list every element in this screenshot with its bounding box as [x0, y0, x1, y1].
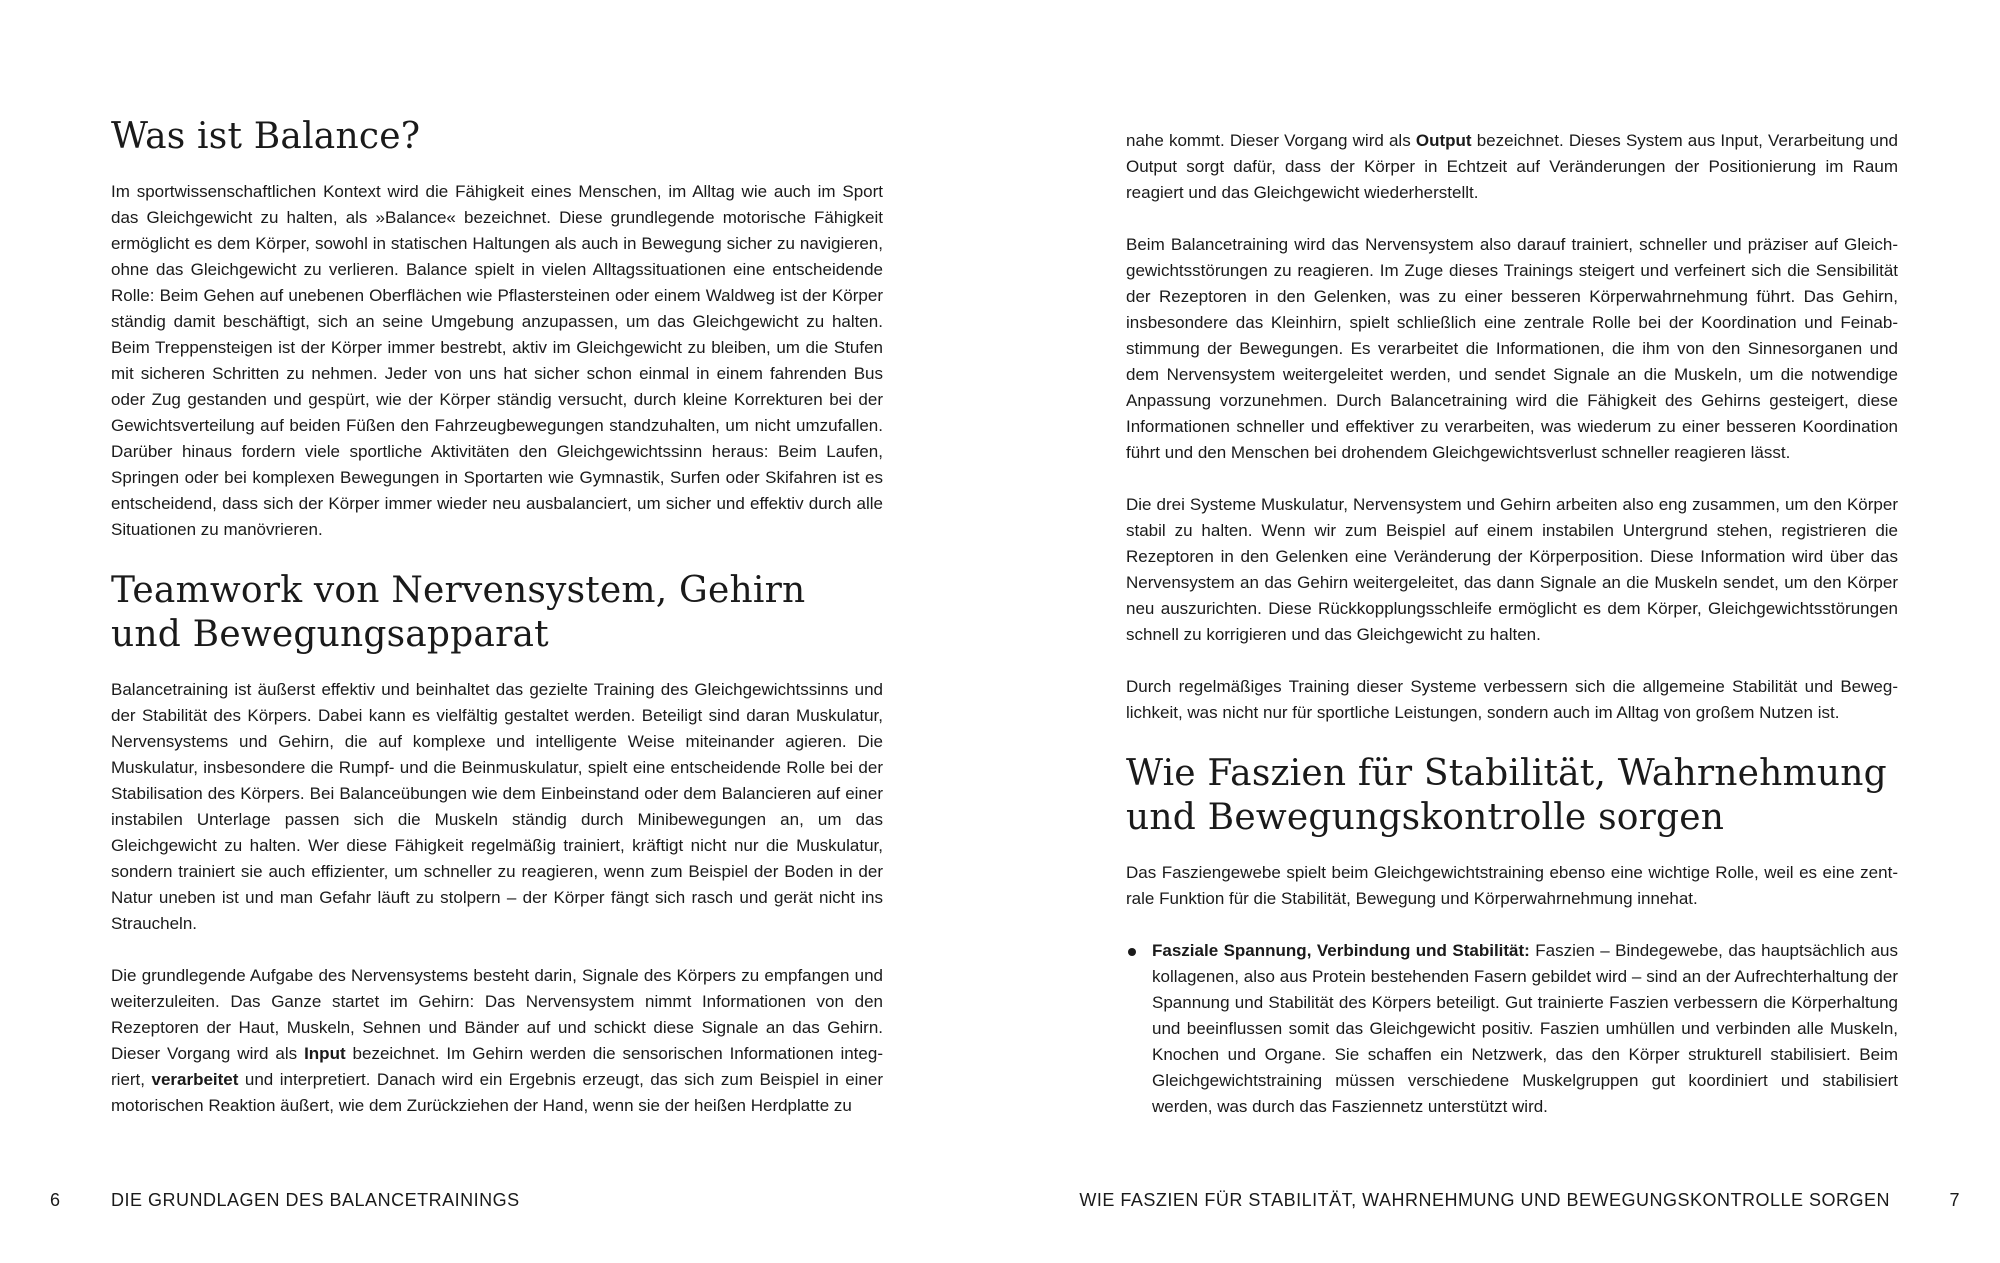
bullet-title: Fasziale Spannung, Verbindung und Stabilität: — [1152, 941, 1530, 960]
term-verarbeitet: verarbeitet — [151, 1070, 239, 1089]
heading-faszien: Wie Faszien für Stabilität, Wahrnehmung und Bewegungskontrolle sorgen — [1126, 753, 1887, 838]
paragraph-fasziengewebe: Das Fasziengewebe spielt beim Gleichgewichtstraining ebenso eine wichtige Rolle, weil es eine zentrale Funktion für die Stabilität, Bewegung und Körperwahrnehmung innehat. — [1126, 863, 1898, 908]
bullet-text: Faszien – Bindegewebe, das hauptsächlich aus kollagenen, also aus Protein bestehenden Fasern gebildet wird – sind an der Aufrechterhaltung der Spannung und Stabilität des Körpers beteiligt. Gut trainierte Faszien verbessern die Körperhaltung und beeinflussen somit das Gleichgewicht positiv. Faszien umhüllen und verbinden alle Muskeln, Knochen und Organe. Sie schaffen ein Netzwerk, das den Körper strukturell stabilisiert. Beim Gleichgewichtstraining müssen verschiedene Muskelgruppen gut koordiniert und stabilisiert werden, was durch das Fasziennetz unterstützt wird. — [1152, 941, 1898, 1116]
left-page-column — [111, 115, 883, 1145]
paragraph-output — [1126, 128, 1898, 206]
paragraph-balance-intro: Im sportwissenschaftlichen Kontext wird die Fähigkeit eines Menschen, im Alltag wie auch im Sport das Gleichgewicht zu halten, als »Balance« bezeichnet. Diese grundlegende motorische Fähigkeit ermöglicht es dem Körper, sowohl in statischen Haltungen als auch in Bewegung sicher zu navigieren, ohne das Gleichgewicht zu verlieren. Balance spielt in vielen Alltagssituationen eine entscheidende Rolle: Beim Gehen auf unebenen Oberflächen wie Pflastersteinen oder einem Waldweg ist der Körper ständig damit beschäftigt, sich an seine Umgebung anzupassen, um das Gleichgewicht zu halten. Beim Treppensteigen ist der Körper immer bestrebt, aktiv im Gleichgewicht zu bleiben, um die Stufen mit sicheren Schritten zu nehmen. Jeder von uns hat sicher schon einmal in einem fahrenden Bus oder Zug gestanden und gespürt, wie der Körper ständig versucht, durch kleine Korrekturen bei der Gewichtsverteilung auf beiden Füßen den Fahrzeugbewegungen standzuhalten, um nicht umzufallen. Darüber hinaus fordern viele sportliche Aktivitäten den Gleichgewichtssinn heraus: Beim Laufen, Springen oder bei komplexen Bewegungen in Sportarten wie Gymnastik, Surfen oder Skifahren ist es entscheidend, dass sich der Körper immer wieder neu ausbalanciert, um sicher und effektiv durch alle Situationen zu manövrieren. — [111, 182, 883, 539]
left-page-number: 6 — [50, 1190, 61, 1210]
right-page-number: 7 — [1949, 1190, 1960, 1210]
paragraph-nervensystem — [111, 963, 883, 1119]
right-page-column — [1126, 128, 1898, 1120]
term-output: Output — [1415, 131, 1472, 150]
list-item-fasziale-spannung — [1126, 938, 1898, 1120]
paragraph-text: bezeichnet. Im Gehirn werden die sensorischen Informationen integriert, — [111, 1044, 883, 1089]
paragraph-drei-systeme: Die drei Systeme Muskulatur, Nervensystem und Gehirn arbeiten also eng zusammen, um den Körper stabil zu halten. Wenn wir zum Beispiel auf einem instabilen Untergrund stehen, registrieren die Rezeptoren in den Gelenken eine Veränderung der Körperposition. Diese Information wird über das Nervensystem an das Gehirn weitergeleitet, das dann Signale an die Muskeln sendet, um den Körper neu auszurichten. Diese Rückkopplungsschleife ermöglicht es dem Körper, Gleichgewichtsstörungen schnell zu korrigieren und das Gleichgewicht zu halten. — [1126, 495, 1898, 644]
paragraph-nervensystem-training: Beim Balancetraining wird das Nervensystem also darauf trainiert, schneller und präziser auf Gleichgewichtsstörungen zu reagieren. Im Zuge dieses Trainings steigert und verfeinert sich die Sensibilität der Rezeptoren in den Gelenken, was zu einer besseren Körperwahrnehmung führt. Das Gehirn, insbesondere das Kleinhirn, spielt schließlich eine zentrale Rolle bei der Koordination und Feinabstimmung der Bewegungen. Es verarbeitet die Informationen, die ihm von den Sinnesorganen und dem Nervensystem weitergeleitet werden, und sendet Signale an die Muskeln, um die notwendige Anpassung vorzunehmen. Durch Balancetraining wird die Fähigkeit des Gehirns gesteigert, diese Informationen schneller und effektiver zu verarbeiten, was wiederum zu einer besseren Koordination führt und den Menschen bei drohendem Gleichgewichtsverlust schneller reagieren lässt. — [1126, 235, 1898, 462]
right-running-footer: WIE FASZIEN FÜR STABILITÄT, WAHRNEHMUNG UND BEWEGUNGSKONTROLLE SORGEN — [1079, 1190, 1890, 1210]
heading-was-ist-balance: Was ist Balance? — [111, 116, 421, 157]
paragraph-balancetraining: Balancetraining ist äußerst effektiv und beinhaltet das gezielte Training des Gleichgewichtssinns und der Stabilität des Körpers. Dabei kann es vielfältig gestaltet werden. Beteiligt sind daran Muskulatur, Nervensystems und Gehirn, die auf komplexe und intelligente Weise miteinander agieren. Die Muskulatur, insbesondere die Rumpf- und die Beinmuskulatur, spielt eine entscheidende Rolle bei der Stabilisation des Körpers. Bei Balanceübungen wie dem Einbeinstand oder dem Balancieren auf einer instabilen Unterlage passen sich die Muskeln ständig durch Minibewegungen an, um das Gleichgewicht zu halten. Wer diese Fähigkeit regelmäßig trainiert, kräftigt nicht nur die Muskulatur, sondern trainiert sie auch effizienter, um schneller zu reagieren, wenn zum Beispiel der Boden in der Natur uneben ist und man Gefahr läuft zu stolpern – der Körper fängt sich rasch und gerät nicht ins Straucheln. — [111, 680, 883, 933]
paragraph-text: nahe kommt. Dieser Vorgang wird als — [1126, 131, 1416, 150]
paragraph-text: Die grundlegende Aufgabe des Nervensystems besteht darin, Signale des Körpers zu empfangen und weiterzuleiten. Das Ganze startet im Gehirn: Das Nervensystem nimmt Informationen von den Rezeptoren der Haut, Muskeln, Sehnen und Bänder auf und schickt diese Signale an das Gehirn. Dieser Vorgang wird als — [111, 966, 883, 1063]
paragraph-text: bezeichnet. Dieses System aus Input, Verarbeitung und Output sorgt dafür, dass der Körper in Echtzeit auf Veränderungen der Positionierung im Raum reagiert und das Gleichgewicht wiederherstellt. — [1126, 131, 1898, 202]
term-input: Input — [304, 1044, 346, 1063]
paragraph-regelmaessiges-training: Durch regelmäßiges Training dieser Systeme verbessern sich die allgemeine Stabilität und Beweglichkeit, was nicht nur für sportliche Leistungen, sondern auch im Alltag von großem Nutzen ist. — [1126, 677, 1898, 722]
heading-teamwork: Teamwork von Nervensystem, Gehirn und Bewegungsapparat — [111, 570, 806, 655]
left-running-footer: DIE GRUNDLAGEN DES BALANCETRAININGS — [111, 1190, 520, 1210]
bullet-icon — [1128, 948, 1136, 956]
paragraph-text: und interpretiert. Danach wird ein Ergebnis erzeugt, das sich zum Beispiel in einer motorischen Reaktion äußert, wie dem Zurückziehen der Hand, wenn sie der heißen Herdplatte zu — [111, 1070, 883, 1115]
